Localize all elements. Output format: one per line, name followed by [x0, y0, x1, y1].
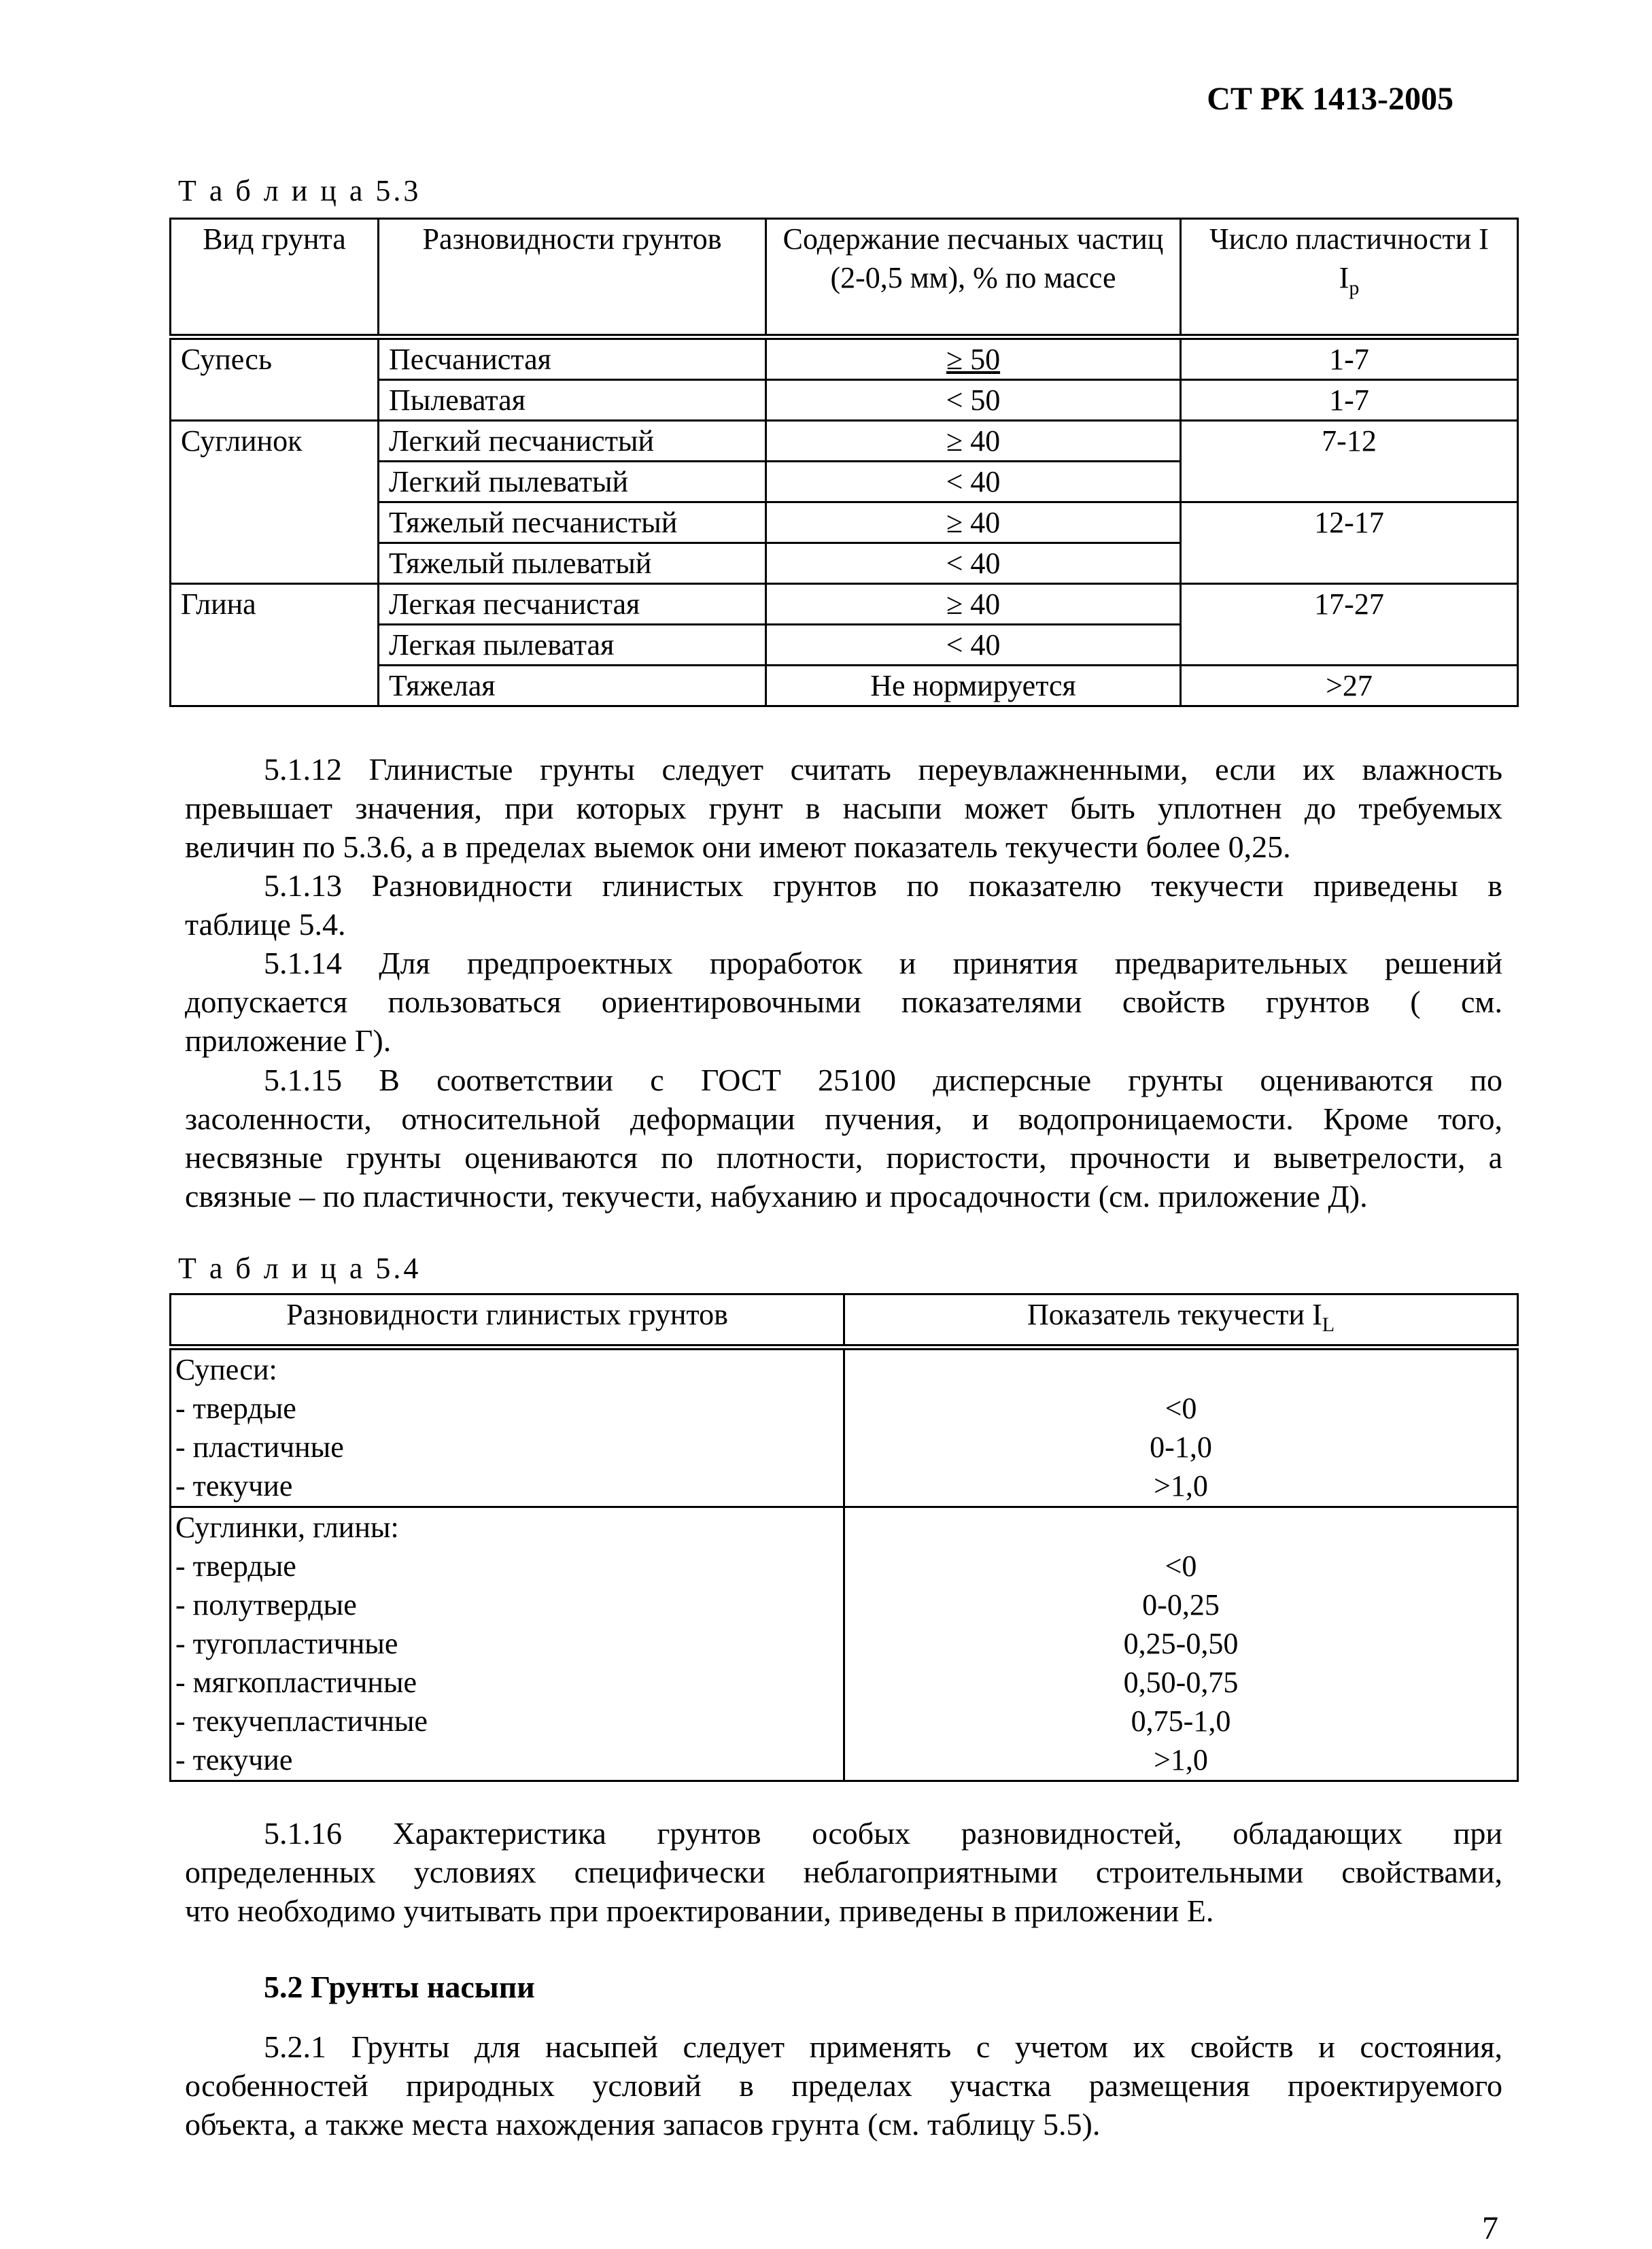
sand-content: < 40 [766, 462, 1181, 502]
variety-item: - пластичные [175, 1430, 344, 1464]
soil-variety: Легкая песчанистая [379, 584, 766, 625]
table-header-row [171, 219, 1518, 337]
plasticity-index: 7-12 [1181, 421, 1518, 502]
variety-item: - текучие [175, 1469, 293, 1503]
table-5-4 [169, 1293, 1519, 1782]
soil-variety: Легкий песчанистый [379, 421, 766, 462]
values-cell [844, 1507, 1518, 1781]
plasticity-index: >27 [1181, 666, 1518, 706]
soil-variety: Легкий пылеватый [379, 462, 766, 502]
liquidity-value: <0 [1165, 1549, 1197, 1583]
sand-content: ≥ 40 [766, 502, 1181, 543]
soil-group: Глина [171, 584, 379, 706]
paragraph-5-1-15-line: засоленности, относительной деформации пучения, и водопроницаемости. Кроме того, [185, 1101, 1502, 1136]
liquidity-value: >1,0 [1154, 1469, 1208, 1503]
plasticity-index: 1-7 [1181, 380, 1518, 421]
table-row [171, 584, 1518, 625]
variety-item: - текучие [175, 1743, 293, 1776]
soil-group: Супесь [171, 337, 379, 421]
sand-content: Не нормируется [766, 666, 1181, 706]
sand-content: < 50 [766, 380, 1181, 421]
variety-item: - твердые [175, 1392, 296, 1425]
page-number: 7 [1482, 2210, 1498, 2246]
liquidity-subscript: L [1322, 1314, 1335, 1336]
liquidity-value: >1,0 [1154, 1743, 1208, 1776]
variety-item: - тугопластичные [175, 1627, 398, 1660]
header-liquidity-index [844, 1294, 1518, 1347]
table-5-3-caption: Т а б л и ц а 5.3 [178, 174, 421, 207]
document-code: СТ РК 1413-2005 [1207, 81, 1453, 117]
variety-item: - мягкопластичные [175, 1666, 417, 1699]
soil-variety: Песчанистая [379, 337, 766, 380]
plasticity-subscript: p [1349, 277, 1360, 299]
paragraph-5-1-12-line: величин по 5.3.6, а в пределах выемок они имеют показатель текучести более 0,25. [185, 829, 1291, 864]
soil-variety: Тяжелый пылеватый [379, 543, 766, 584]
table-row [171, 337, 1518, 380]
paragraph-5-1-12-line: 5.1.12 Глинистые грунты следует считать переувлажненными, если их влажность [264, 752, 1502, 787]
liquidity-value: 0,25-0,50 [1123, 1627, 1239, 1660]
variety-item: - текучепластичные [175, 1704, 428, 1738]
paragraph-5-1-16-line: что необходимо учитывать при проектировании, приведены в приложении Е. [185, 1893, 1214, 1928]
variety-item: - полутвердые [175, 1588, 357, 1621]
soil-group: Суглинок [171, 421, 379, 584]
header-soil-type: Вид грунта [171, 219, 379, 337]
table-row-loams-clays [171, 1507, 1518, 1781]
table-row [171, 421, 1518, 462]
section-heading-5-2: 5.2 Грунты насыпи [264, 1970, 535, 2004]
liquidity-value: 0,75-1,0 [1131, 1704, 1231, 1738]
liquidity-value: 0-0,25 [1142, 1588, 1220, 1621]
sand-content: < 40 [766, 625, 1181, 666]
paragraph-5-1-12-line: превышает значения, при которых грунт в насыпи может быть уплотнен до требуемых [185, 791, 1502, 825]
paragraph-5-1-14-line: допускается пользоваться ориентировочными показателями свойств грунтов ( см. [185, 984, 1502, 1019]
paragraph-5-2-1-line: особенностей природных условий в пределах участка размещения проектируемого [185, 2068, 1502, 2103]
group-title: Супеси: [175, 1353, 277, 1386]
sand-content: ≥ 50 [766, 337, 1181, 380]
header-soil-varieties: Разновидности грунтов [379, 219, 766, 337]
paragraph-5-1-15-line: 5.1.15 В соответствии с ГОСТ 25100 дисперсные грунты оцениваются по [264, 1063, 1502, 1097]
table-row-sandy-loam [171, 1347, 1518, 1507]
values-cell [844, 1347, 1518, 1507]
group-cell [171, 1507, 844, 1781]
plasticity-index: 17-27 [1181, 584, 1518, 666]
paragraph-5-1-14-line: 5.1.14 Для предпроектных проработок и принятия предварительных решений [264, 946, 1502, 980]
liquidity-value: <0 [1165, 1392, 1197, 1425]
group-cell [171, 1347, 844, 1507]
header-sand-content: Содержание песчаных частиц (2-0,5 мм), % по массе [766, 219, 1181, 337]
table-5-3 [169, 218, 1519, 707]
soil-variety: Легкая пылеватая [379, 625, 766, 666]
liquidity-value: 0,50-0,75 [1123, 1666, 1239, 1699]
sand-content: < 40 [766, 543, 1181, 584]
table-5-4-caption: Т а б л и ц а 5.4 [178, 1252, 421, 1285]
header-liquidity-label: Показатель текучести I [1027, 1298, 1322, 1331]
header-plasticity: Число пластичности I $I_p$ [1181, 219, 1518, 337]
paragraph-5-1-16-line: 5.1.16 Характеристика грунтов особых разновидностей, обладающих при [264, 1816, 1502, 1851]
header-plasticity-label: Число пластичности I [1209, 222, 1489, 256]
paragraph-5-1-14-line: приложение Г). [185, 1023, 392, 1058]
soil-variety: Тяжелый песчанистый [379, 502, 766, 543]
group-title: Суглинки, глины: [175, 1511, 399, 1544]
paragraph-5-1-15-line: связные – по пластичности, текучести, набуханию и просадочности (см. приложение Д). [185, 1179, 1368, 1214]
soil-variety: Пылеватая [379, 380, 766, 421]
sand-content: ≥ 40 [766, 421, 1181, 462]
paragraph-5-2-1-line: объекта, а также места нахождения запасов грунта (см. таблицу 5.5). [185, 2107, 1101, 2142]
paragraph-5-1-13-line: 5.1.13 Разновидности глинистых грунтов по показателю текучести приведены в [264, 868, 1502, 903]
paragraph-5-1-16-line: определенных условиях специфически неблагоприятными строительными свойствами, [185, 1855, 1502, 1889]
liquidity-value: 0-1,0 [1150, 1430, 1212, 1464]
plasticity-index: 12-17 [1181, 502, 1518, 584]
paragraph-5-1-13-line: таблице 5.4. [185, 907, 346, 942]
paragraph-5-2-1-line: 5.2.1 Грунты для насыпей следует применять с учетом их свойств и состояния, [264, 2029, 1502, 2064]
plasticity-index: 1-7 [1181, 337, 1518, 380]
variety-item: - твердые [175, 1549, 296, 1583]
paragraph-5-1-15-line: несвязные грунты оцениваются по плотности, пористости, прочности и выветрелости, а [185, 1140, 1502, 1175]
header-clay-varieties: Разновидности глинистых грунтов [171, 1294, 844, 1347]
sand-content: ≥ 40 [766, 584, 1181, 625]
soil-variety: Тяжелая [379, 666, 766, 706]
table-header-row [171, 1294, 1518, 1347]
